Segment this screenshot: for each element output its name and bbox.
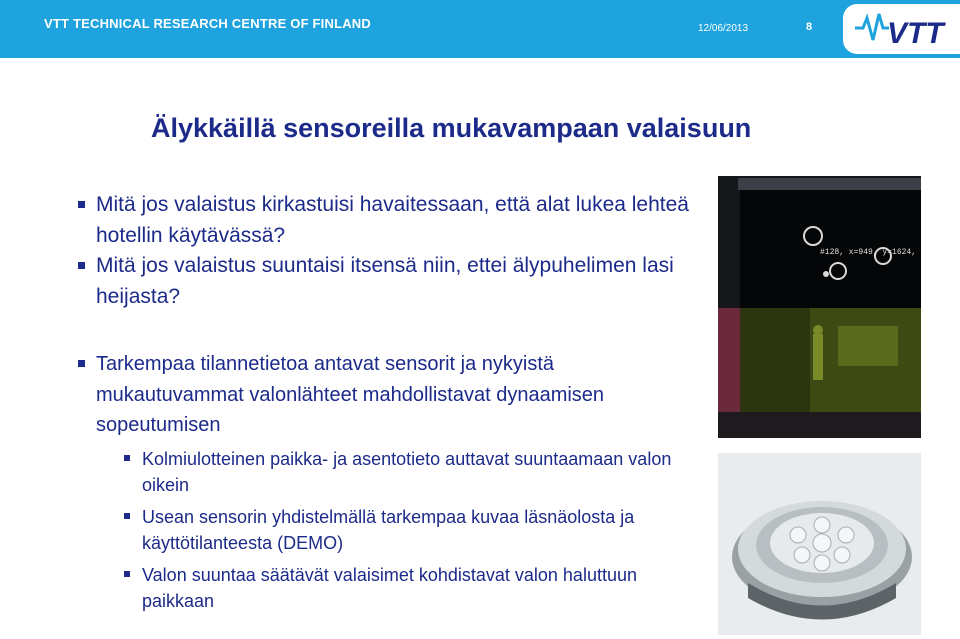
bullet-item xyxy=(78,349,698,441)
sub-bullet-item xyxy=(124,562,698,615)
sub-bullet-text: Usean sensorin yhdistelmällä tarkempaa kuvaa läsnäolosta ja käyttötilanteesta (DEMO) xyxy=(142,506,635,553)
sub-bullet-item xyxy=(124,504,698,557)
bullet-item xyxy=(78,190,698,251)
bullet-text: Tarkempaa tilannetietoa antavat sensorit ja nykyistä mukautuvammat valonlähteet mahdollistavat dynaamisen sopeutumisen xyxy=(96,353,605,436)
organization-name: VTT TECHNICAL RESEARCH CENTRE OF FINLAND xyxy=(44,16,371,31)
slide-date: 12/06/2013 xyxy=(698,23,749,34)
bullet-square-icon xyxy=(124,455,130,461)
header-bar xyxy=(0,0,960,58)
page-number: 8 xyxy=(806,21,813,33)
logo-text: VTT xyxy=(887,17,944,48)
bullet-square-icon xyxy=(78,201,85,208)
sensor-screen-photo xyxy=(718,176,921,438)
vtt-logo xyxy=(843,4,960,54)
screen-overlay-text: #128, x=949, y=1624, xyxy=(820,248,917,257)
bullet-list xyxy=(78,190,698,615)
led-luminaire-photo xyxy=(718,453,921,635)
bullet-text: Mitä jos valaistus suuntaisi itsensä niin, ettei älypuhelimen lasi heijasta? xyxy=(96,254,674,308)
bullet-square-icon xyxy=(124,571,130,577)
slide-title: Älykkäillä sensoreilla mukavampaan valaisuun xyxy=(151,113,752,143)
sub-bullet-text: Valon suuntaa säätävät valaisimet kohdistavat valon haluttuun paikkaan xyxy=(142,564,637,611)
sub-bullet-text: Kolmiulotteinen paikka- ja asentotieto auttavat suuntaamaan valon oikein xyxy=(142,448,672,495)
bullet-square-icon xyxy=(78,262,85,269)
bullet-square-icon xyxy=(78,360,85,367)
bullet-square-icon xyxy=(124,513,130,519)
bullet-text: Mitä jos valaistus kirkastuisi havaitessaan, että alat lukea lehteä hotellin käytävässä? xyxy=(96,193,689,247)
bullet-item xyxy=(78,251,698,312)
sub-bullet-item xyxy=(124,446,698,499)
